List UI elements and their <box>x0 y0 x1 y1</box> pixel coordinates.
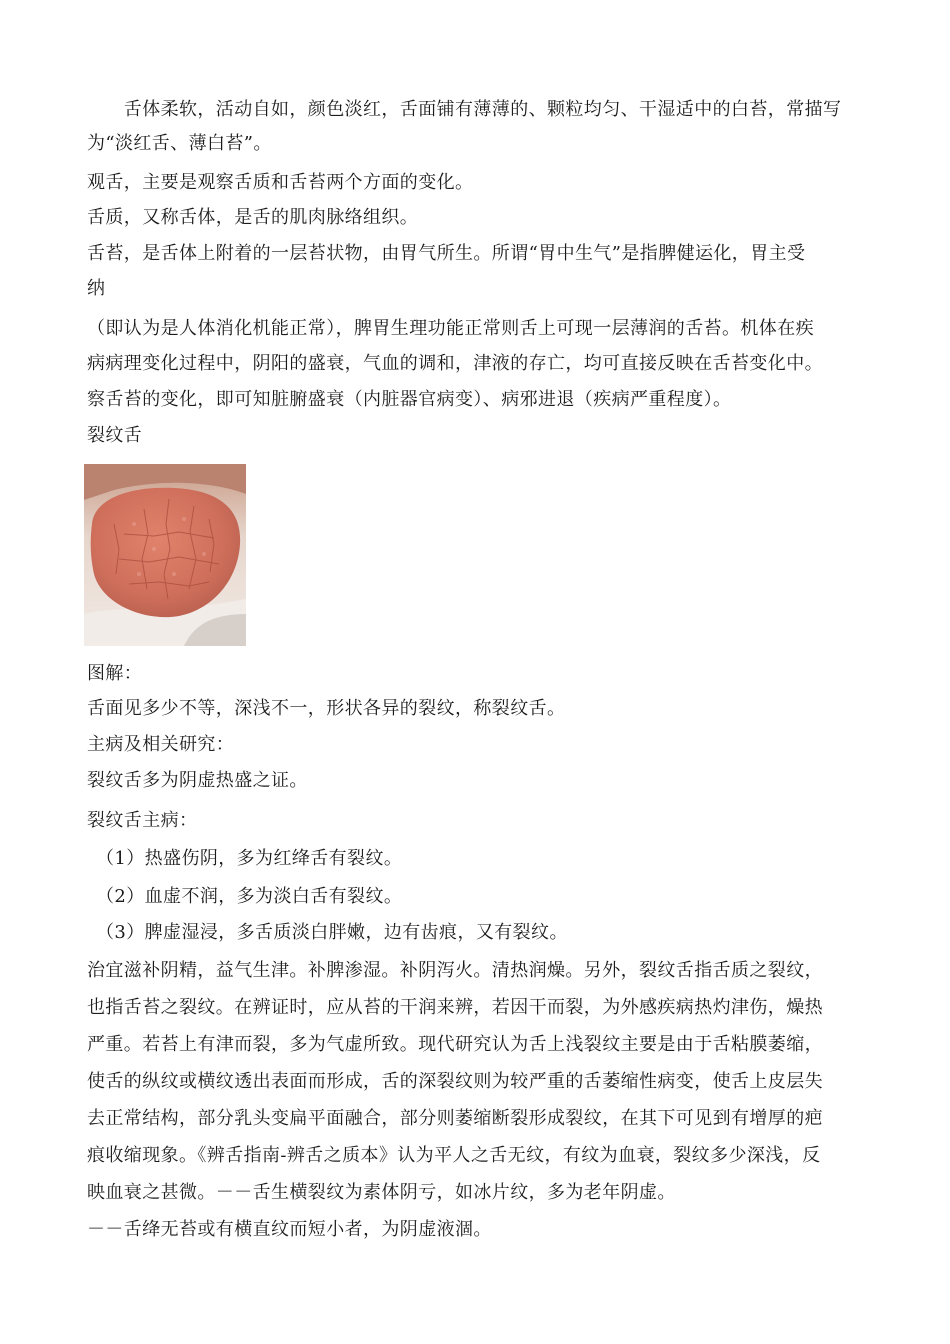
paragraph-line-16: 去正常结构，部分乳头变扁平面融合，部分则萎缩断裂形成裂纹，在其下可见到有增厚的疤 <box>87 1108 823 1129</box>
list-item-1: （1）热盛伤阴，多为红绛舌有裂纹。 <box>96 848 403 869</box>
section-heading: 裂纹舌 <box>87 425 143 446</box>
tongue-photo <box>84 464 246 646</box>
paragraph-line-15: 使舌的纵纹或横纹透出表面而形成，舌的深裂纹则为较严重的舌萎缩性病变，使舌上皮层失 <box>87 1071 823 1092</box>
paragraph-line-3: 观舌，主要是观察舌质和舌苔两个方面的变化。 <box>87 172 474 193</box>
subheading-related-research: 主病及相关研究： <box>87 734 235 755</box>
paragraph-line-18: 映血衰之甚微。－－舌生横裂纹为素体阴亏，如冰片纹，多为老年阴虚。 <box>87 1182 676 1203</box>
paragraph-line-17: 痕收缩现象。《辨舌指南-辨舌之质本》认为平人之舌无纹，有纹为血衰，裂纹多少深浅，反 <box>87 1145 821 1166</box>
paragraph-line-9: 察舌苔的变化，即可知脏腑盛衰（内脏器官病变）、病邪进退（疾病严重程度）。 <box>87 389 732 410</box>
paragraph-line-8: 病病理变化过程中，阴阳的盛衰，气血的调和，津液的存亡，均可直接反映在舌苔变化中。 <box>87 353 823 374</box>
paragraph-line-11: 裂纹舌多为阴虚热盛之证。 <box>87 770 308 791</box>
paragraph-line-4: 舌质，又称舌体，是舌的肌肉脉络组织。 <box>87 207 419 228</box>
paragraph-line-6: 纳 <box>87 278 106 299</box>
paragraph-line-14: 严重。若苔上有津而裂，多为气虚所致。现代研究认为舌上浅裂纹主要是由于舌粘膜萎缩， <box>87 1034 823 1055</box>
subheading-main-diseases: 裂纹舌主病： <box>87 810 198 831</box>
paragraph-line-1: 舌体柔软，活动自如，颜色淡红，舌面铺有薄薄的、颗粒均匀、干湿适中的白苔，常描写 <box>87 99 842 120</box>
figure-caption-label: 图解： <box>87 663 143 684</box>
list-item-2: （2）血虚不润，多为淡白舌有裂纹。 <box>96 886 403 907</box>
paragraph-line-10: 舌面见多少不等，深浅不一，形状各异的裂纹，称裂纹舌。 <box>87 698 566 719</box>
paragraph-line-5: 舌苔，是舌体上附着的一层苔状物，由胃气所生。所谓“胃中生气”是指脾健运化，胃主受 <box>87 243 806 264</box>
paragraph-line-12: 治宜滋补阴精，益气生津。补脾渗湿。补阴泻火。清热润燥。另外，裂纹舌指舌质之裂纹， <box>87 960 823 981</box>
paragraph-line-19: －－舌绛无苔或有横直纹而短小者，为阴虚液涸。 <box>87 1219 492 1240</box>
paragraph-line-2: 为“淡红舌、薄白苔”。 <box>87 133 272 154</box>
list-item-3: （3）脾虚湿浸，多舌质淡白胖嫩，边有齿痕，又有裂纹。 <box>96 922 568 943</box>
paragraph-line-7: （即认为是人体消化机能正常），脾胃生理功能正常则舌上可现一层薄润的舌苔。机体在疾 <box>87 318 814 339</box>
paragraph-line-13: 也指舌苔之裂纹。在辨证时，应从苔的干润来辨，若因干而裂，为外感疾病热灼津伤，燥热 <box>87 997 823 1018</box>
